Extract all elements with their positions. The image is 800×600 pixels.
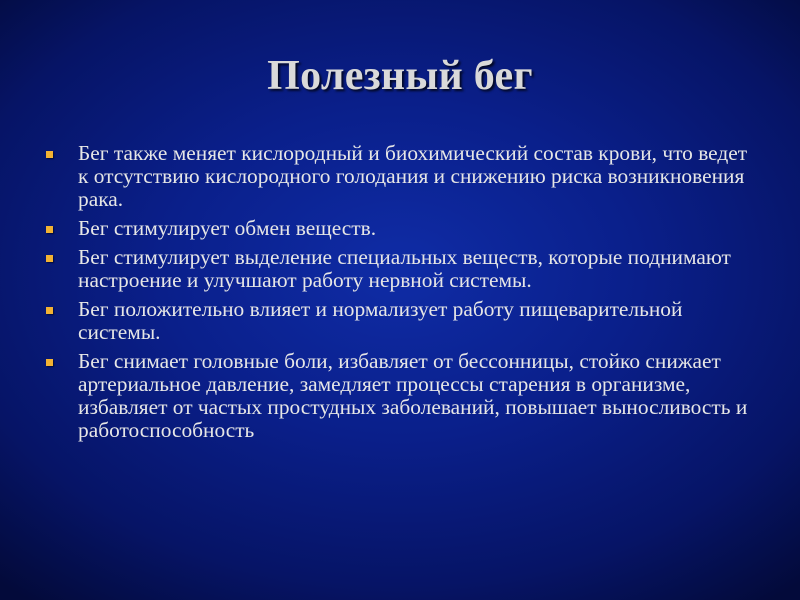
- bullet-text: Бег стимулирует выделение специальных веществ, которые поднимают настроение и улучшают работу нервной системы.: [78, 245, 731, 292]
- bullet-item: [46, 298, 758, 344]
- bullet-text: Бег положительно влияет и нормализует работу пищеварительной системы.: [78, 297, 683, 344]
- square-bullet-icon: [46, 226, 53, 233]
- bullet-text: Бег снимает головные боли, избавляет от бессонницы, стойко снижает артериальное давление, замедляет процессы старения в организме, избавляет от частых простудных заболеваний, повышает выносливость и работоспособность: [78, 349, 748, 442]
- slide-title: Полезный бег: [267, 53, 533, 99]
- square-bullet-icon: [46, 359, 53, 366]
- bullet-item: [46, 142, 758, 211]
- square-bullet-icon: [46, 255, 53, 262]
- bullet-text: Бег также меняет кислородный и биохимический состав крови, что ведет к отсутствию кислородного голодания и снижению риска возникновения рака.: [78, 141, 748, 211]
- bullet-list: [46, 142, 758, 448]
- square-bullet-icon: [46, 307, 53, 314]
- bullet-item: [46, 217, 758, 240]
- bullet-text: Бег стимулирует обмен веществ.: [78, 216, 377, 240]
- bullet-item: [46, 246, 758, 292]
- bullet-item: [46, 350, 758, 442]
- square-bullet-icon: [46, 151, 53, 158]
